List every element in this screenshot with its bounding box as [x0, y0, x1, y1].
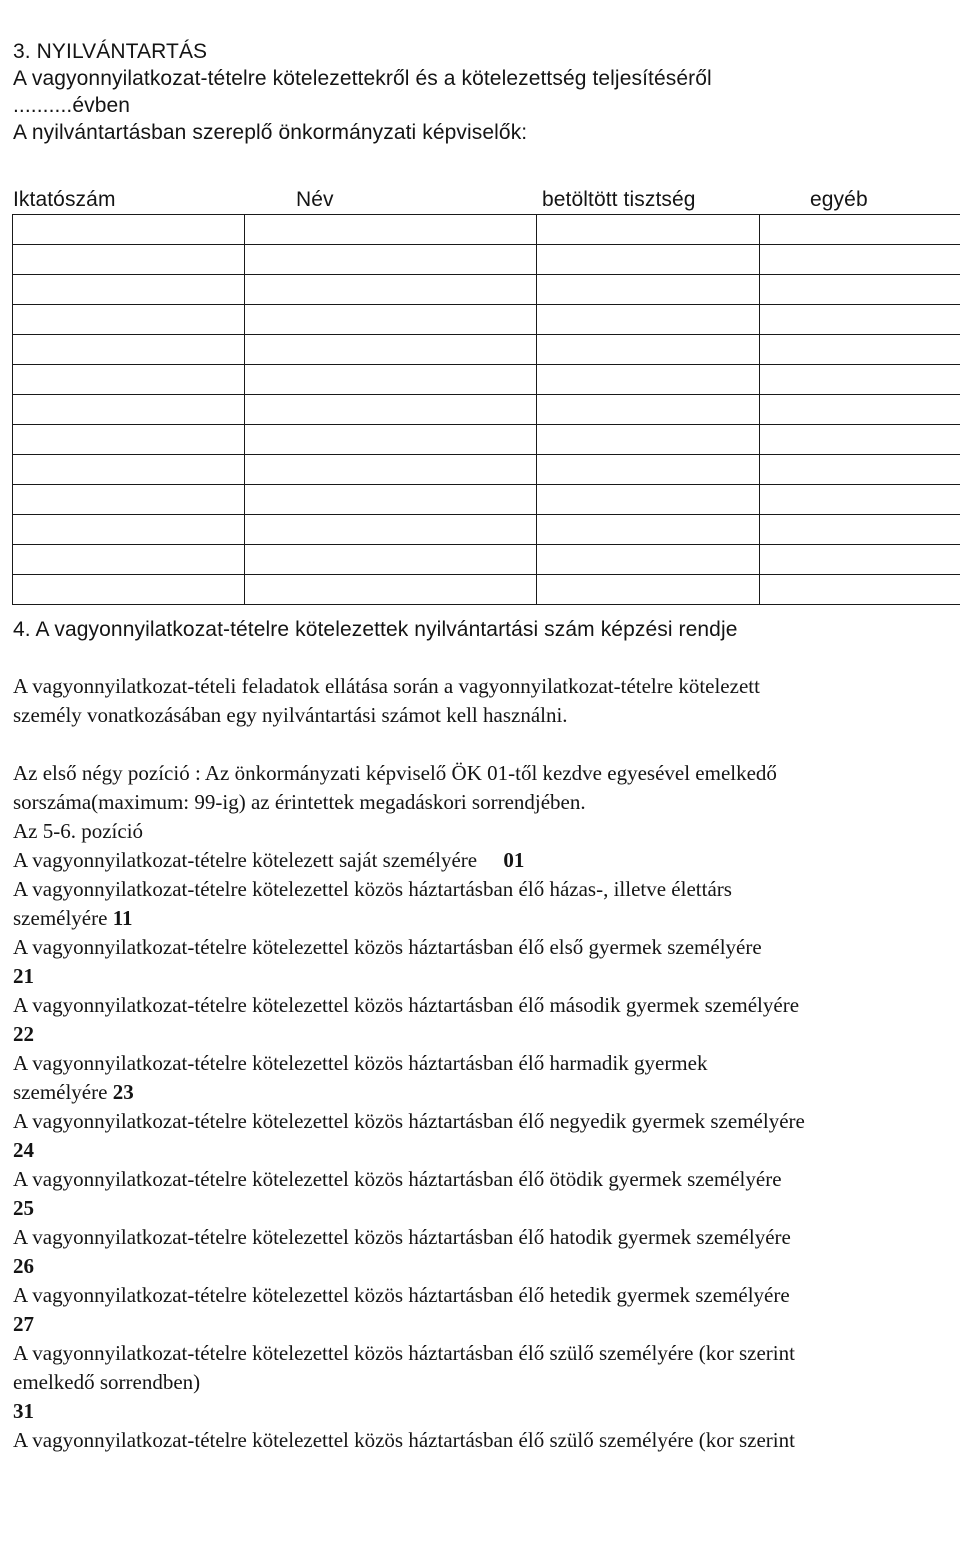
- column-header-tisztseg: betöltött tisztség: [542, 188, 696, 211]
- table-row: [13, 575, 960, 605]
- position-code: 26: [13, 1254, 34, 1278]
- tisztseg-cell: [537, 305, 760, 335]
- nev-cell: [245, 575, 537, 605]
- table-row: [13, 215, 960, 245]
- code-item: A vagyonnyilatkozat-tételre kötelezettel közös háztartásban élő házas-, illetve élettárs: [13, 877, 732, 901]
- code-item: A vagyonnyilatkozat-tételre kötelezettel közös háztartásban élő első gyermek személyére: [13, 935, 762, 959]
- section4-paragraph-1: [13, 672, 958, 730]
- code-item: A vagyonnyilatkozat-tételre kötelezettel közös háztartásban élő szülő személyére (kor szerint: [13, 1341, 795, 1365]
- egyeb-cell: [760, 245, 960, 275]
- nev-cell: [245, 425, 537, 455]
- code-item: A vagyonnyilatkozat-tételre kötelezettel közös háztartásban élő második gyermek személyére: [13, 993, 800, 1017]
- section4-heading: [13, 616, 958, 644]
- iktatoszam-cell: [13, 395, 245, 425]
- egyeb-cell: [760, 215, 960, 245]
- iktatoszam-cell: [13, 545, 245, 575]
- code-item: A vagyonnyilatkozat-tételre kötelezettel közös háztartásban élő szülő személyére (kor szerint: [13, 1428, 795, 1452]
- iktatoszam-cell: [13, 365, 245, 395]
- iktatoszam-cell: [13, 275, 245, 305]
- iktatoszam-cell: [13, 515, 245, 545]
- tisztseg-cell: [537, 215, 760, 245]
- iktatoszam-cell: [13, 455, 245, 485]
- egyeb-cell: [760, 305, 960, 335]
- nev-cell: [245, 485, 537, 515]
- iktatoszam-cell: [13, 305, 245, 335]
- iktatoszam-cell: [13, 425, 245, 455]
- section3-heading: [13, 38, 953, 146]
- tisztseg-cell: [537, 575, 760, 605]
- nev-cell: [245, 245, 537, 275]
- position-code: 22: [13, 1022, 34, 1046]
- code-item-continuation: emelkedő sorrendben): [13, 1370, 201, 1394]
- egyeb-cell: [760, 575, 960, 605]
- table-row: [13, 425, 960, 455]
- tisztseg-cell: [537, 515, 760, 545]
- section4-paragraph-2: [13, 759, 958, 1455]
- paragraph-line: Az első négy pozíció : Az önkormányzati képviselő ÖK 01-től kezdve egyesével emelkedő: [13, 761, 777, 785]
- iktatoszam-cell: [13, 485, 245, 515]
- iktatoszam-cell: [13, 335, 245, 365]
- code-item-continuation: személyére 23: [13, 1080, 134, 1104]
- tisztseg-cell: [537, 275, 760, 305]
- column-header-egyeb: egyéb: [810, 188, 868, 211]
- tisztseg-cell: [537, 245, 760, 275]
- position-code: 23: [112, 1080, 134, 1104]
- year-line: ..........évben: [13, 94, 131, 117]
- table-row: [13, 515, 960, 545]
- table-row: [13, 545, 960, 575]
- egyeb-cell: [760, 395, 960, 425]
- position-code: 24: [13, 1138, 34, 1162]
- tisztseg-cell: [537, 485, 760, 515]
- position-code: 27: [13, 1312, 34, 1336]
- table-row: [13, 305, 960, 335]
- egyeb-cell: [760, 515, 960, 545]
- nev-cell: [245, 215, 537, 245]
- registry-table: [12, 214, 960, 605]
- position-code: 11: [112, 906, 133, 930]
- iktatoszam-cell: [13, 245, 245, 275]
- egyeb-cell: [760, 335, 960, 365]
- nev-cell: [245, 335, 537, 365]
- position-code: 31: [13, 1399, 34, 1423]
- table-column-headers: [0, 186, 960, 214]
- code-item: A vagyonnyilatkozat-tételre kötelezettel közös háztartásban élő ötödik gyermek személyére: [13, 1167, 782, 1191]
- position-code: 21: [13, 964, 34, 988]
- section3-title: 3. NYILVÁNTARTÁS: [13, 40, 208, 63]
- nev-cell: [245, 515, 537, 545]
- nev-cell: [245, 545, 537, 575]
- egyeb-cell: [760, 485, 960, 515]
- code-item: A vagyonnyilatkozat-tételre kötelezettel közös háztartásban élő harmadik gyermek: [13, 1051, 708, 1075]
- iktatoszam-cell: [13, 215, 245, 245]
- code-item: A vagyonnyilatkozat-tételre kötelezettel közös háztartásban élő hatodik gyermek személyére: [13, 1225, 791, 1249]
- code-item: A vagyonnyilatkozat-tételre kötelezett saját személyére 01: [13, 848, 525, 872]
- paragraph-line: sorszáma(maximum: 99-ig) az érintettek megadáskori sorrendjében.: [13, 790, 586, 814]
- code-item: A vagyonnyilatkozat-tételre kötelezettel közös háztartásban élő negyedik gyermek személyére: [13, 1109, 805, 1133]
- nev-cell: [245, 275, 537, 305]
- iktatoszam-cell: [13, 575, 245, 605]
- table-row: [13, 485, 960, 515]
- egyeb-cell: [760, 455, 960, 485]
- egyeb-cell: [760, 275, 960, 305]
- egyeb-cell: [760, 425, 960, 455]
- code-item-continuation: személyére 11: [13, 906, 133, 930]
- tisztseg-cell: [537, 335, 760, 365]
- position-code: 25: [13, 1196, 34, 1220]
- paragraph-line: személy vonatkozásában egy nyilvántartási számot kell használni.: [13, 703, 568, 727]
- paragraph-line: Az 5-6. pozíció: [13, 819, 144, 843]
- registry-table-body: [13, 215, 960, 605]
- section3-subtitle: A vagyonnyilatkozat-tételre kötelezettekről és a kötelezettség teljesítéséről: [13, 67, 712, 90]
- table-row: [13, 395, 960, 425]
- egyeb-cell: [760, 365, 960, 395]
- table-row: [13, 245, 960, 275]
- tisztseg-cell: [537, 455, 760, 485]
- tisztseg-cell: [537, 365, 760, 395]
- nev-cell: [245, 365, 537, 395]
- tisztseg-cell: [537, 545, 760, 575]
- section4-title: 4. A vagyonnyilatkozat-tételre kötelezettek nyilvántartási szám képzési rendje: [13, 618, 738, 641]
- code-item: A vagyonnyilatkozat-tételre kötelezettel közös háztartásban élő hetedik gyermek személyére: [13, 1283, 790, 1307]
- nev-cell: [245, 395, 537, 425]
- table-row: [13, 275, 960, 305]
- nev-cell: [245, 305, 537, 335]
- position-code: 01: [503, 848, 525, 872]
- column-header-iktatoszam: Iktatószám: [13, 188, 116, 211]
- table-row: [13, 365, 960, 395]
- nev-cell: [245, 455, 537, 485]
- column-header-nev: Név: [296, 188, 334, 211]
- tisztseg-cell: [537, 425, 760, 455]
- table-row: [13, 335, 960, 365]
- egyeb-cell: [760, 545, 960, 575]
- paragraph-line: A vagyonnyilatkozat-tételi feladatok ellátása során a vagyonnyilatkozat-tételre kötelezett: [13, 674, 760, 698]
- table-row: [13, 455, 960, 485]
- tisztseg-cell: [537, 395, 760, 425]
- section3-intro: A nyilvántartásban szereplő önkormányzati képviselők:: [13, 121, 528, 144]
